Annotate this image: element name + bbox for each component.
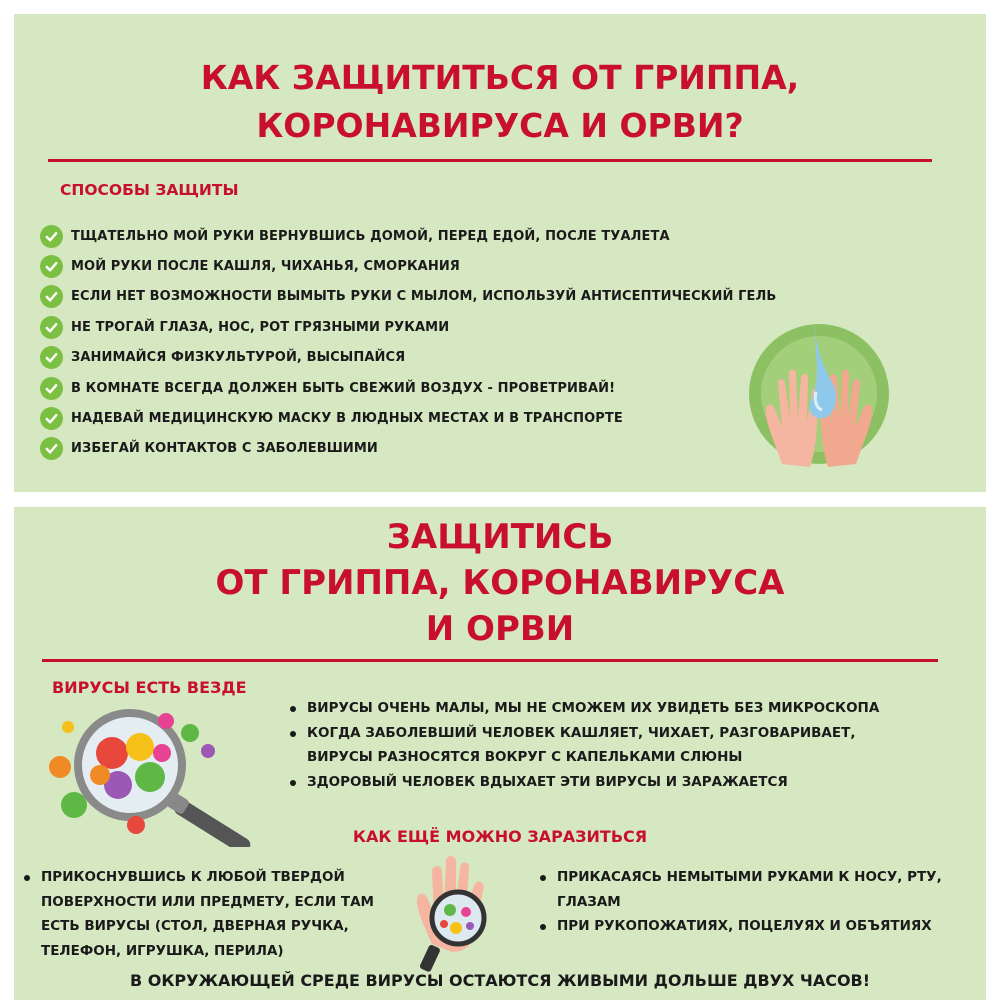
infection-way — [538, 914, 958, 939]
panel1-title-line1: КАК ЗАЩИТИТЬСЯ ОТ ГРИППА, — [200, 58, 800, 97]
panel2-title-line2: ОТ ГРИППА, КОРОНАВИРУСА — [215, 563, 785, 603]
divider — [48, 159, 932, 162]
protection-item-label: ЗАНИМАЙСЯ ФИЗКУЛЬТУРОЙ, ВЫСЫПАЙСЯ — [71, 350, 406, 366]
virus-fact-label: ВИРУСЫ ОЧЕНЬ МАЛЫ, МЫ НЕ СМОЖЕМ ИХ УВИДЕТЬ БЕЗ МИКРОСКОПА — [307, 700, 880, 716]
panel2-title-line1: ЗАЩИТИСЬ — [386, 517, 614, 557]
panel1-title — [14, 54, 986, 150]
infection-way-label: ПРИКАСАЯСЬ НЕМЫТЫМИ РУКАМИ К НОСУ, РТУ, ГЛАЗАМ — [557, 869, 942, 910]
protection-item-label: ИЗБЕГАЙ КОНТАКТОВ С ЗАБОЛЕВШИМИ — [71, 441, 378, 457]
protection-item — [40, 343, 776, 373]
divider — [42, 659, 938, 662]
panel1-title-line2: КОРОНАВИРУСА И ОРВИ? — [256, 106, 744, 145]
check-circle-icon — [40, 407, 63, 430]
protection-item — [40, 312, 776, 342]
check-circle-icon — [40, 255, 63, 278]
protection-item — [40, 282, 776, 312]
check-circle-icon — [40, 377, 63, 400]
protection-list — [40, 221, 776, 464]
bullet-dot — [540, 875, 546, 881]
infection-ways-left-list — [22, 865, 402, 963]
protection-item — [40, 373, 776, 403]
check-circle-icon — [40, 316, 63, 339]
infection-ways-right-list — [538, 865, 958, 939]
hand-germs-icon — [404, 852, 514, 972]
panel2-title-line3: И ОРВИ — [425, 609, 575, 649]
protection-item-label: НАДЕВАЙ МЕДИЦИНСКУЮ МАСКУ В ЛЮДНЫХ МЕСТАХ И В ТРАНСПОРТЕ — [71, 411, 623, 427]
check-circle-icon — [40, 437, 63, 460]
virus-fact — [288, 721, 908, 770]
protection-item-label: МОЙ РУКИ ПОСЛЕ КАШЛЯ, ЧИХАНЬЯ, СМОРКАНИЯ — [71, 259, 460, 275]
infection-way — [22, 865, 402, 963]
check-circle-icon — [40, 346, 63, 369]
panel2-title — [14, 514, 986, 652]
infection-way-label: ПРИ РУКОПОЖАТИЯХ, ПОЦЕЛУЯХ И ОБЪЯТИЯХ — [557, 918, 932, 934]
bullet-dot — [290, 780, 296, 786]
protection-item-label: В КОМНАТЕ ВСЕГДА ДОЛЖЕН БЫТЬ СВЕЖИЙ ВОЗДУХ - ПРОВЕТРИВАЙ! — [71, 380, 616, 396]
bullet-dot — [290, 731, 296, 737]
protection-item-label: ТЩАТЕЛЬНО МОЙ РУКИ ВЕРНУВШИСЬ ДОМОЙ, ПЕРЕД ЕДОЙ, ПОСЛЕ ТУАЛЕТА — [71, 228, 670, 244]
bullet-dot — [540, 924, 546, 930]
viruses-panel — [14, 507, 986, 1000]
section-heading-other-ways: КАК ЕЩЁ МОЖНО ЗАРАЗИТЬСЯ — [352, 827, 648, 846]
infection-way-label: ПРИКОСНУВШИСЬ К ЛЮБОЙ ТВЕРДОЙ ПОВЕРХНОСТИ ИЛИ ПРЕДМЕТУ, ЕСЛИ ТАМ ЕСТЬ ВИРУСЫ (СТОЛ, ДВЕРНАЯ РУЧКА, ТЕЛЕФОН, ИГРУШКА, ПЕРИЛА) — [41, 869, 374, 959]
bullet-dot — [290, 706, 296, 712]
infection-way — [538, 865, 958, 914]
virus-fact-label: КОГДА ЗАБОЛЕВШИЙ ЧЕЛОВЕК КАШЛЯЕТ, ЧИХАЕТ, РАЗГОВАРИВАЕТ, ВИРУСЫ РАЗНОСЯТСЯ ВОКРУГ С КАПЕЛЬКАМИ СЛЮНЫ — [307, 724, 856, 765]
virus-fact-label: ЗДОРОВЫЙ ЧЕЛОВЕК ВДЫХАЕТ ЭТИ ВИРУСЫ И ЗАРАЖАЕТСЯ — [307, 773, 788, 790]
check-circle-icon — [40, 285, 63, 308]
prevention-panel — [14, 14, 986, 492]
magnifier-virus-icon — [40, 707, 270, 847]
virus-fact — [288, 770, 908, 795]
section-heading-viruses: ВИРУСЫ ЕСТЬ ВЕЗДЕ — [52, 678, 247, 697]
protection-item — [40, 434, 776, 464]
protection-item — [40, 251, 776, 281]
protection-item-label: НЕ ТРОГАЙ ГЛАЗА, НОС, РОТ ГРЯЗНЫМИ РУКАМИ — [71, 319, 450, 335]
bottom-note: В ОКРУЖАЮЩЕЙ СРЕДЕ ВИРУСЫ ОСТАЮТСЯ ЖИВЫМИ ДОЛЬШЕ ДВУХ ЧАСОВ! — [129, 971, 871, 990]
virus-fact — [288, 696, 908, 721]
protection-item — [40, 403, 776, 433]
bullet-dot — [24, 875, 30, 881]
check-circle-icon — [40, 225, 63, 248]
section-heading-protection: СПОСОБЫ ЗАЩИТЫ — [60, 181, 239, 199]
protection-item — [40, 221, 776, 251]
protection-item-label: ЕСЛИ НЕТ ВОЗМОЖНОСТИ ВЫМЫТЬ РУКИ С МЫЛОМ, ИСПОЛЬЗУЙ АНТИСЕПТИЧЕСКИЙ ГЕЛЬ — [71, 289, 777, 305]
handwash-gel-icon — [744, 322, 894, 467]
virus-facts-list — [288, 696, 908, 794]
